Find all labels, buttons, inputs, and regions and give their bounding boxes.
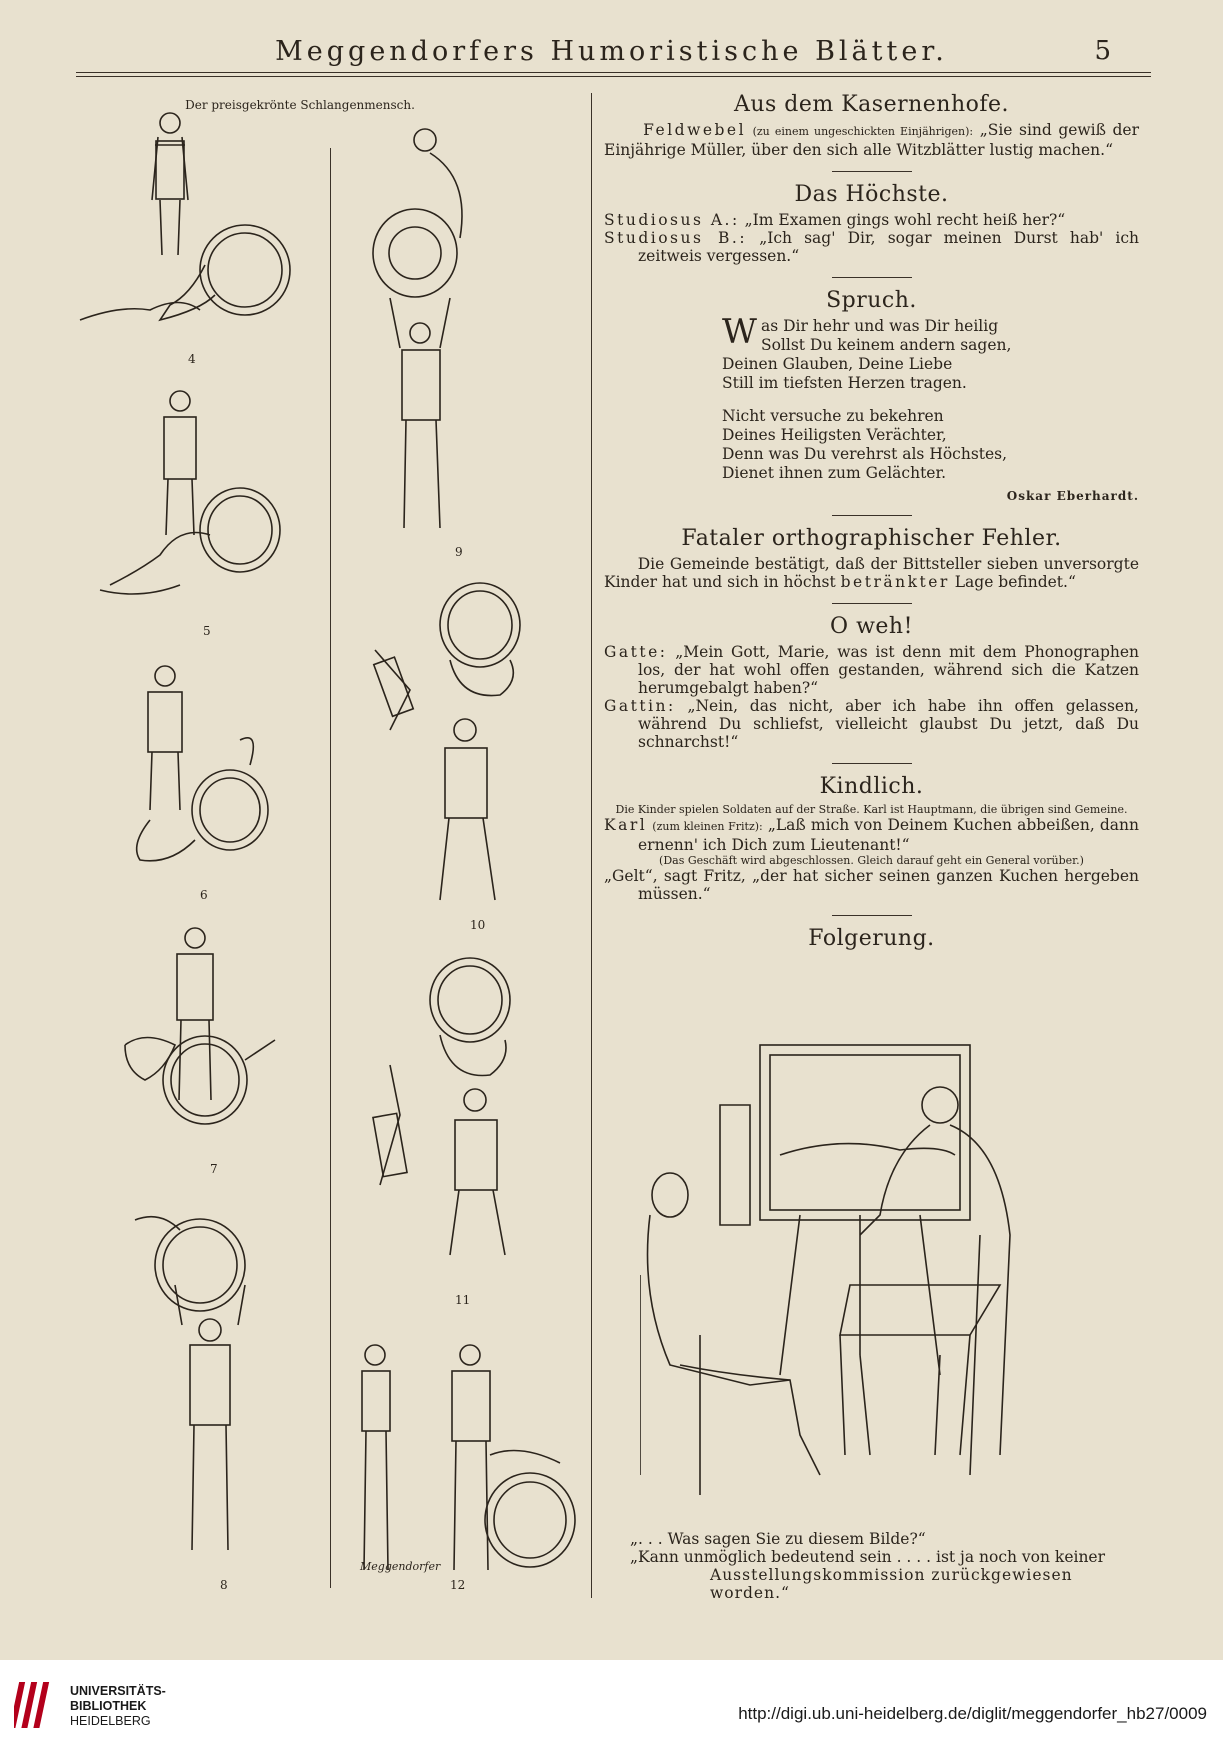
article-title: Das Höchste.: [794, 182, 949, 207]
dialogue-text: „Im Examen gings wohl recht heiß her?“: [744, 211, 1066, 229]
article-title: Folgerung.: [808, 926, 935, 951]
library-name: UNIVERSITÄTS- BIBLIOTHEK HEIDELBERG: [70, 1684, 166, 1728]
emphasized-word: betränkter: [840, 573, 950, 591]
stage-direction: (Das Geschäft wird abgeschlossen. Gleich darauf geht ein General vorüber.): [659, 854, 1084, 867]
dialogue-text: „Ich sag' Dir, sogar meinen Durst hab' ich zeitweis vergessen.“: [638, 229, 1139, 265]
article-title: Aus dem Kasernenhofe.: [733, 92, 1010, 117]
artist-signature: Meggendorfer: [360, 1560, 441, 1573]
verse-line: Sollst Du keinem andern sagen,: [760, 336, 1012, 354]
speaker: Studiosus A.:: [604, 211, 740, 229]
illustration-caption: Der preisgekrönte Schlangenmensch.: [185, 98, 415, 112]
poem-stanza: [604, 312, 1139, 393]
header-rule: [76, 72, 1151, 73]
caption-line: Ausstellungskommission zurückgewiesen worden.“: [710, 1566, 1073, 1602]
figure-5: [80, 385, 310, 620]
verse-line: Still im tiefsten Herzen tragen.: [722, 374, 967, 392]
permalink-url[interactable]: http://digi.ub.uni-heidelberg.de/diglit/meggendorfer_hb27/0009: [738, 1704, 1207, 1723]
article-title: O weh!: [830, 614, 913, 639]
figure-number: 7: [210, 1162, 218, 1176]
dialogue-text: „Mein Gott, Marie, was ist denn mit dem Phonographen los, der hat wohl offen gestanden, während sich die Katzen herumgebalgt haben?“: [638, 643, 1139, 697]
figure-8: [120, 1205, 310, 1575]
speaker: Feldwebel: [643, 121, 747, 139]
header-rule-thin: [76, 76, 1151, 77]
university-logo-icon[interactable]: [14, 1678, 62, 1736]
text-column: [604, 86, 1139, 955]
dialogue-line: [604, 229, 1139, 265]
dialogue-line: [604, 211, 1139, 229]
page-header-title: Meggendorfers Humoristische Blätter.: [275, 36, 948, 67]
caption-line: „. . . Was sagen Sie zu diesem Bilde?“: [630, 1530, 926, 1548]
dialogue-line: „Gelt“, sagt Fritz, „der hat sicher seinen ganzen Kuchen hergeben müssen.“: [604, 867, 1139, 903]
poem-author: Oskar Eberhardt.: [1006, 489, 1139, 503]
figure-number: 10: [470, 918, 486, 932]
speaker-note: (zu einem ungeschickten Einjährigen):: [752, 125, 974, 138]
figure-number: 12: [450, 1578, 466, 1592]
verse-line: Deines Heiligsten Verächter,: [722, 426, 947, 444]
illustration-divider: [330, 148, 331, 1588]
separator: [832, 171, 912, 172]
poem-stanza: [604, 407, 1139, 483]
separator: [832, 277, 912, 278]
separator: [832, 515, 912, 516]
caption-line: „Kann unmöglich bedeutend sein . . . . ist ja noch von keiner: [630, 1548, 1106, 1566]
library-footer: [0, 1660, 1223, 1753]
verse-line: Deinen Glauben, Deine Liebe: [722, 355, 953, 373]
speaker: Gattin:: [604, 697, 676, 715]
figure-7: [105, 920, 315, 1155]
drop-cap: W: [722, 312, 757, 352]
dialogue-text: „Sie sind gewiß der Einjährige Müller, über den sich alle Witzblätter lustig machen.“: [604, 121, 1140, 159]
dialogue-line: [604, 697, 1139, 751]
figure-12: [340, 1335, 590, 1585]
figure-10: [360, 580, 560, 920]
figure-9: [360, 118, 510, 538]
figure-number: 5: [203, 624, 211, 638]
verse-line: Nicht versuche zu bekehren: [722, 407, 944, 425]
separator: [832, 603, 912, 604]
cartoon-illustration: [640, 1035, 1140, 1530]
dialogue-line: [604, 816, 1139, 854]
speaker: Studiosus B.:: [604, 229, 748, 247]
article-body: [604, 121, 1139, 159]
speaker-note: (zum kleinen Fritz):: [652, 820, 763, 833]
speaker: Karl: [604, 816, 648, 834]
figure-number: 9: [455, 545, 463, 559]
article-body: Die Gemeinde bestätigt, daß der Bittsteller sieben unversorgte Kinder hat und sich in höchst betränkter Lage befindet.“: [604, 555, 1139, 591]
figure-4: [70, 105, 310, 345]
article-title: Kindlich.: [819, 774, 924, 799]
dialogue-line: [604, 643, 1139, 697]
figure-number: 6: [200, 888, 208, 902]
speaker: Gatte:: [604, 643, 668, 661]
figure-number: 8: [220, 1578, 228, 1592]
article-intro: Die Kinder spielen Soldaten auf der Straße. Karl ist Hauptmann, die übrigen sind Gemeine.: [615, 803, 1128, 816]
separator: [832, 915, 912, 916]
figure-6: [80, 660, 310, 885]
dialogue-text: „Laß mich von Deinem Kuchen abbeißen, dann ernenn' ich Dich zum Lieutenant!“: [638, 816, 1139, 854]
figure-11: [360, 955, 560, 1285]
article-title: Fataler orthographischer Fehler.: [681, 526, 1062, 551]
verse-line: Dienet ihnen zum Gelächter.: [722, 464, 947, 482]
figure-number: 11: [455, 1293, 471, 1307]
column-divider: [591, 93, 592, 1598]
dialogue-text: „Nein, das nicht, aber ich habe ihn offen gelassen, während Du schliefst, vielleicht glaubst Du jetzt, daß Du schnarchst!“: [638, 697, 1139, 751]
verse-line: Denn was Du verehrst als Höchstes,: [722, 445, 1008, 463]
page-number: 5: [1094, 36, 1111, 66]
article-title: Spruch.: [826, 288, 917, 313]
verse-line: Was Dir hehr und was Dir heilig: [722, 312, 999, 352]
separator: [832, 763, 912, 764]
cartoon-caption: [620, 1530, 1150, 1602]
figure-number: 4: [188, 352, 196, 366]
